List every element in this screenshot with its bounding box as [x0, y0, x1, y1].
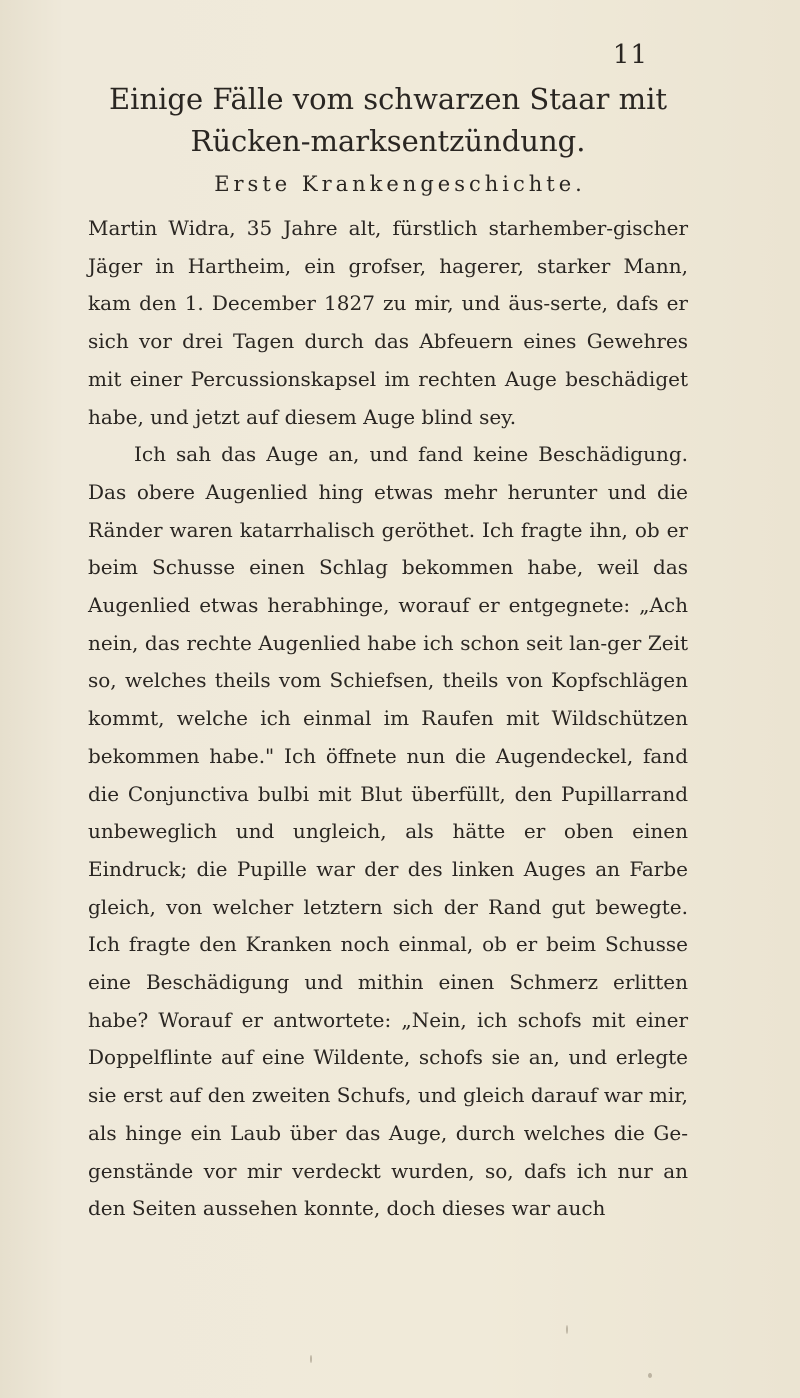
section-heading: Erste Krankengeschichte.: [214, 172, 586, 196]
chapter-title: Einige Fälle vom schwarzen Staar mit Rücken-marksentzündung.: [109, 82, 667, 158]
paper-speck: [310, 1355, 312, 1363]
body-text: [88, 210, 688, 1228]
paragraph-2: Ich sah das Auge an, und fand keine Beschädigung. Das obere Augenlied hing etwas mehr herunter und die Ränder waren katarrhalisch geröthet. Ich fragte ihn, ob er beim Schusse einen Schlag bekommen habe, weil das Augenlied etwas herabhinge, worauf er entgegnete: „Ach nein, das rechte Augenlied habe ich schon seit lan-ger Zeit so, welches theils vom Schiefsen, theils von Kopfschlägen kommt, welche ich einmal im Raufen mit Wildschützen bekommen habe." Ich öffnete nun die Augendeckel, fand die Conjunctiva bulbi mit Blut überfüllt, den Pupillarrand unbeweglich und ungleich, als hätte er oben einen Eindruck; die Pupille war der des linken Auges an Farbe gleich, von welcher letztern sich der Rand gut bewegte. Ich fragte den Kranken noch einmal, ob er beim Schusse eine Beschädigung und mithin einen Schmerz erlitten habe? Worauf er antwortete: „Nein, ich schofs mit einer Doppelflinte auf eine Wildente, schofs sie an, und erlegte sie erst auf den zweiten Schufs, und gleich darauf war mir, als hinge ein Laub über das Auge, durch welches die Ge-genstände vor mir verdeckt wurden, so, dafs ich nur an den Seiten aussehen konnte, doch dieses war auch: [88, 442, 688, 1221]
paper-speck: [566, 1325, 568, 1334]
page-number: 11: [612, 40, 648, 70]
paper-speck: [648, 1373, 652, 1378]
paragraph-1: Martin Widra, 35 Jahre alt, fürstlich starhember-gischer Jäger in Hartheim, ein grofser, hagerer, starker Mann, kam den 1. December 1827 zu mir, und äus-serte, dafs er sich vor drei Tagen durch das Abfeuern eines Gewehres mit einer Percussionskapsel im rechten Auge beschädiget habe, und jetzt auf diesem Auge blind sey.: [88, 216, 688, 429]
